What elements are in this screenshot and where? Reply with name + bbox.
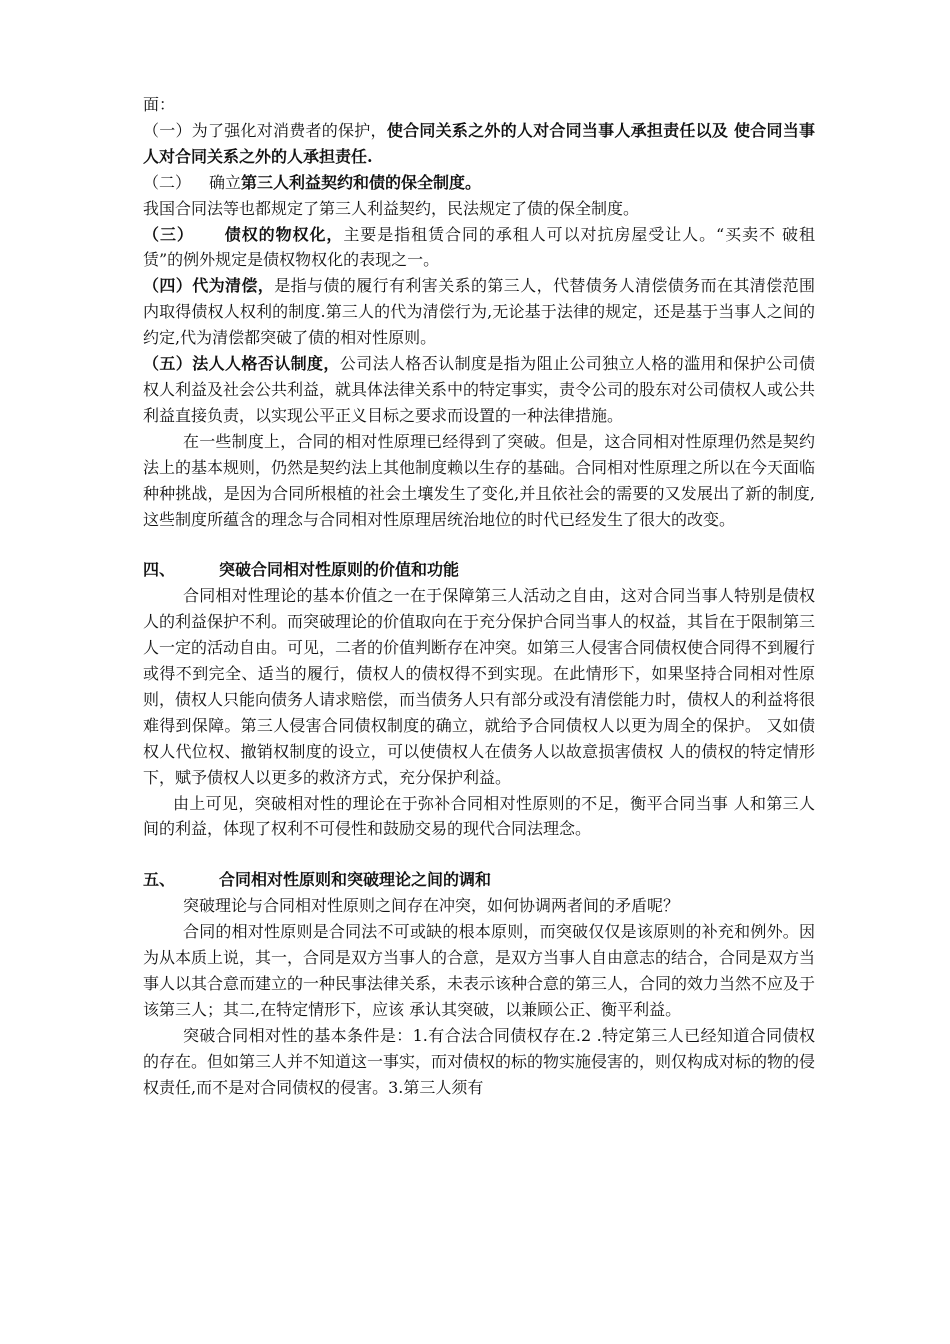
section-5-paragraph-3: 突破合同相对性的基本条件是：1.有合法合同债权存在.2 .特定第三人已经知道合同债权的存在。但如第三人并不知道这一事实，而对债权的标的物实施侵害的，则仅构成对标的物的侵权责任,而不是对合同债权的侵害。3.第三人须有 xyxy=(143,1025,816,1097)
intro-line: 面： xyxy=(143,95,176,114)
section-4-heading xyxy=(143,557,815,583)
item-4 xyxy=(143,273,815,351)
paragraph-relativity: 在一些制度上，合同的相对性原理已经得到了突破。但是，这合同相对性原理仍然是契约法上的基本规则，仍然是契约法上其他制度赖以生存的基础。合同相对性原理之所以在今天面临种种挑战，是因为合同所根植的社会土壤发生了变化,并且依社会的需要的又发展出了新的制度,这些制度所蕴含的理念与合同相对性原理居统治地位的时代已经发生了很大的改变。 xyxy=(143,431,816,529)
item-5-normal: 公司法人格否认制度是指为阻止公司独立人格的滥用和保护公司债权人利益及社会公共利益，就具体法律关系中的特定事实，责令公司的股东对公司债权人或公共利益直接负责，以实现公平正义目标之要求而设置的一种法律措施。 xyxy=(143,354,816,425)
item-5-label: （五） xyxy=(143,354,193,374)
item-3-bold: 债权的物权化， xyxy=(223,224,344,244)
item-4-bold: 代为清偿， xyxy=(192,276,275,296)
section-4-number: 四、 xyxy=(143,560,176,580)
item-3-normal: 主要是指租赁合同的承租人可以对抗房屋受让人。“买卖不 破租赁”的例外规定是债权物权化的表现之一。 xyxy=(143,224,815,270)
section-5-number: 五、 xyxy=(143,870,176,890)
item-3-label: （三） xyxy=(143,224,194,244)
item-5-bold: 法人人格否认制度， xyxy=(192,354,340,374)
item-4-label: （四） xyxy=(143,276,193,296)
item-2-normal: 确立 xyxy=(209,172,242,192)
section-4-title: 突破合同相对性原则的价值和功能 xyxy=(219,560,460,580)
item-3 xyxy=(143,222,815,274)
item-1-normal: 为了强化对消费者的保护， xyxy=(191,120,387,140)
section-5-paragraph-2: 合同的相对性原则是合同法不可或缺的根本原则，而突破仅仅是该原则的补充和例外。因为从本质上说，其一，合同是双方当事人的合意，是双方当事人自由意志的结合，合同是双方当事人以其合意而建立的一种民事法律关系，未表示该种合意的第三人，合同的效力当然不应及于该第三人；其二,在特定情形下，应该 承认其突破，以兼顾公正、衡平利益。 xyxy=(143,922,816,1019)
item-5 xyxy=(143,351,815,429)
document-page xyxy=(143,92,815,1101)
item-1 xyxy=(143,118,815,170)
section-5-heading xyxy=(143,867,815,893)
item-1-bold: 使合同关系之外的人对合同当事人承担责任以及 使合同当事人对合同关系之外的人承担责任. xyxy=(143,120,815,166)
item-2 xyxy=(143,170,815,196)
item-2-note: 我国合同法等也都规定了第三人利益契约，民法规定了债的保全制度。 xyxy=(143,198,640,218)
section-4-paragraph-1: 合同相对性理论的基本价值之一在于保障第三人活动之自由，这对合同当事人特别是债权人的利益保护不利。而突破理论的价值取向在于充分保护合同当事人的权益，其旨在于限制第三人一定的活动自由。可见，二者的价值判断存在冲突。如第三人侵害合同债权使合同得不到履行或得不到完全、适当的履行，债权人的债权得不到实现。在此情形下，如果坚持合同相对性原则，债权人只能向债务人请求赔偿，而当债务人只有部分或没有清偿能力时，债权人的利益将很难得到保障。第三人侵害合同债权制度的确立，就给予合同债权人以更为周全的保护。 又如债权人代位权、撤销权制度的设立，可以使债权人在债务人以故意损害债权 人的债权的特定情形下，赋予债权人以更多的救济方式，充分保护利益。 xyxy=(143,586,816,787)
section-5-title: 合同相对性原则和突破理论之间的调和 xyxy=(219,870,492,890)
section-5-paragraph-1: 突破理论与合同相对性原则之间存在冲突，如何协调两者间的矛盾呢？ xyxy=(183,896,680,916)
section-4-paragraph-2: 由上可见，突破相对性的理论在于弥补合同相对性原则的不足，衡平合同当事 人和第三人间的利益，体现了权利不可侵性和鼓励交易的现代合同法理念。 xyxy=(143,793,815,839)
item-4-normal: 是指与债的履行有利害关系的第三人，代替债务人清偿债务而在其清偿范围内取得债权人权利的制度.第三人的代为清偿行为,无论基于法律的规定，还是基于当事人之间的约定,代为清偿都突破了债的相对性原则。 xyxy=(143,276,815,348)
item-2-label: （二） xyxy=(143,172,192,192)
item-1-label: （一） xyxy=(143,120,192,140)
item-2-bold: 第三人利益契约和债的保全制度。 xyxy=(241,172,482,192)
